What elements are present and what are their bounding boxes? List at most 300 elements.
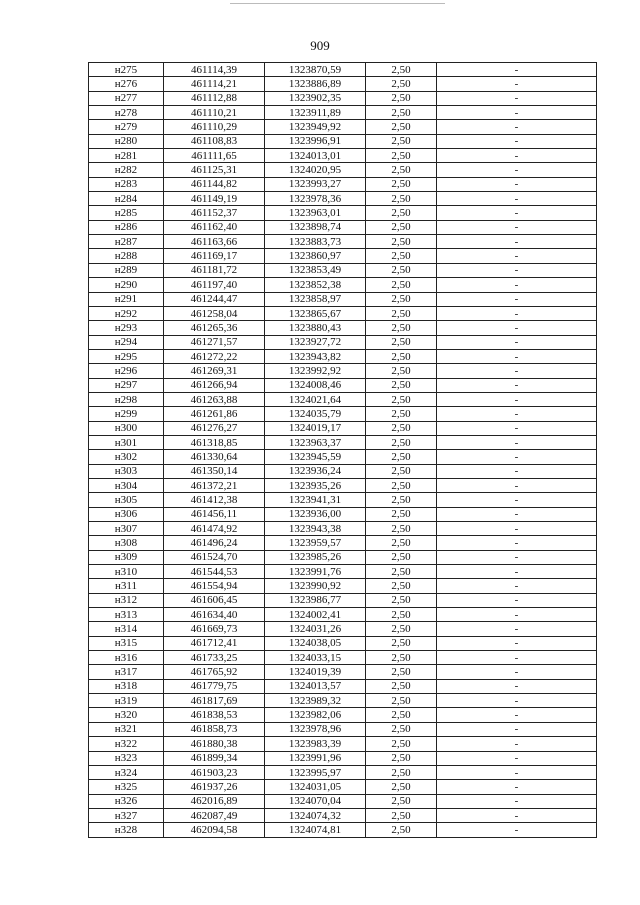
point-id-cell: н328 <box>89 823 164 837</box>
x-coordinate-cell: 461712,41 <box>164 636 265 650</box>
table-row <box>89 665 597 679</box>
accuracy-cell: 2,50 <box>366 163 437 177</box>
note-cell: - <box>437 177 597 191</box>
note-cell: - <box>437 780 597 794</box>
accuracy-cell: 2,50 <box>366 765 437 779</box>
note-cell: - <box>437 536 597 550</box>
accuracy-cell: 2,50 <box>366 550 437 564</box>
point-id-cell: н307 <box>89 522 164 536</box>
x-coordinate-cell: 461838,53 <box>164 708 265 722</box>
x-coordinate-cell: 461112,88 <box>164 91 265 105</box>
table-row <box>89 407 597 421</box>
note-cell: - <box>437 235 597 249</box>
y-coordinate-cell: 1323902,35 <box>265 91 366 105</box>
point-id-cell: н323 <box>89 751 164 765</box>
table-row <box>89 737 597 751</box>
accuracy-cell: 2,50 <box>366 651 437 665</box>
table-row <box>89 823 597 837</box>
point-id-cell: н311 <box>89 579 164 593</box>
point-id-cell: н313 <box>89 608 164 622</box>
table-row <box>89 63 597 77</box>
point-id-cell: н324 <box>89 765 164 779</box>
accuracy-cell: 2,50 <box>366 808 437 822</box>
note-cell: - <box>437 163 597 177</box>
x-coordinate-cell: 461263,88 <box>164 392 265 406</box>
note-cell: - <box>437 292 597 306</box>
note-cell: - <box>437 249 597 263</box>
point-id-cell: н317 <box>89 665 164 679</box>
point-id-cell: н321 <box>89 722 164 736</box>
x-coordinate-cell: 461606,45 <box>164 593 265 607</box>
point-id-cell: н291 <box>89 292 164 306</box>
note-cell: - <box>437 737 597 751</box>
accuracy-cell: 2,50 <box>366 220 437 234</box>
coordinates-table <box>88 62 597 838</box>
table-row <box>89 106 597 120</box>
x-coordinate-cell: 461114,21 <box>164 77 265 91</box>
point-id-cell: н287 <box>89 235 164 249</box>
x-coordinate-cell: 461261,86 <box>164 407 265 421</box>
point-id-cell: н327 <box>89 808 164 822</box>
point-id-cell: н315 <box>89 636 164 650</box>
x-coordinate-cell: 461244,47 <box>164 292 265 306</box>
table-row <box>89 751 597 765</box>
accuracy-cell: 2,50 <box>366 335 437 349</box>
y-coordinate-cell: 1323870,59 <box>265 63 366 77</box>
accuracy-cell: 2,50 <box>366 407 437 421</box>
table-row <box>89 794 597 808</box>
page-number: 909 <box>310 38 330 53</box>
table-row <box>89 507 597 521</box>
point-id-cell: н292 <box>89 306 164 320</box>
y-coordinate-cell: 1323992,92 <box>265 364 366 378</box>
table-row <box>89 134 597 148</box>
point-id-cell: н310 <box>89 565 164 579</box>
x-coordinate-cell: 461276,27 <box>164 421 265 435</box>
accuracy-cell: 2,50 <box>366 192 437 206</box>
accuracy-cell: 2,50 <box>366 249 437 263</box>
accuracy-cell: 2,50 <box>366 751 437 765</box>
x-coordinate-cell: 461181,72 <box>164 263 265 277</box>
x-coordinate-cell: 461350,14 <box>164 464 265 478</box>
table-row <box>89 522 597 536</box>
note-cell: - <box>437 306 597 320</box>
table-row <box>89 536 597 550</box>
point-id-cell: н322 <box>89 737 164 751</box>
x-coordinate-cell: 461108,83 <box>164 134 265 148</box>
x-coordinate-cell: 461272,22 <box>164 349 265 363</box>
top-scan-rule <box>230 3 445 4</box>
y-coordinate-cell: 1323978,36 <box>265 192 366 206</box>
note-cell: - <box>437 364 597 378</box>
note-cell: - <box>437 263 597 277</box>
point-id-cell: н298 <box>89 392 164 406</box>
table-row <box>89 780 597 794</box>
table-row <box>89 306 597 320</box>
x-coordinate-cell: 461197,40 <box>164 278 265 292</box>
x-coordinate-cell: 461163,66 <box>164 235 265 249</box>
x-coordinate-cell: 461474,92 <box>164 522 265 536</box>
accuracy-cell: 2,50 <box>366 435 437 449</box>
y-coordinate-cell: 1323985,26 <box>265 550 366 564</box>
x-coordinate-cell: 461330,64 <box>164 450 265 464</box>
note-cell: - <box>437 106 597 120</box>
y-coordinate-cell: 1324038,05 <box>265 636 366 650</box>
note-cell: - <box>437 794 597 808</box>
table-row <box>89 579 597 593</box>
y-coordinate-cell: 1323898,74 <box>265 220 366 234</box>
accuracy-cell: 2,50 <box>366 708 437 722</box>
table-row <box>89 636 597 650</box>
point-id-cell: н299 <box>89 407 164 421</box>
x-coordinate-cell: 462016,89 <box>164 794 265 808</box>
note-cell: - <box>437 321 597 335</box>
accuracy-cell: 2,50 <box>366 306 437 320</box>
table-row <box>89 321 597 335</box>
point-id-cell: н275 <box>89 63 164 77</box>
y-coordinate-cell: 1324070,04 <box>265 794 366 808</box>
accuracy-cell: 2,50 <box>366 694 437 708</box>
y-coordinate-cell: 1324013,57 <box>265 679 366 693</box>
x-coordinate-cell: 461733,25 <box>164 651 265 665</box>
accuracy-cell: 2,50 <box>366 464 437 478</box>
table-row <box>89 292 597 306</box>
accuracy-cell: 2,50 <box>366 478 437 492</box>
point-id-cell: н289 <box>89 263 164 277</box>
table-row <box>89 565 597 579</box>
note-cell: - <box>437 722 597 736</box>
point-id-cell: н293 <box>89 321 164 335</box>
point-id-cell: н320 <box>89 708 164 722</box>
table-row <box>89 263 597 277</box>
note-cell: - <box>437 694 597 708</box>
x-coordinate-cell: 461266,94 <box>164 378 265 392</box>
point-id-cell: н285 <box>89 206 164 220</box>
note-cell: - <box>437 335 597 349</box>
x-coordinate-cell: 461880,38 <box>164 737 265 751</box>
note-cell: - <box>437 392 597 406</box>
note-cell: - <box>437 407 597 421</box>
y-coordinate-cell: 1323883,73 <box>265 235 366 249</box>
accuracy-cell: 2,50 <box>366 421 437 435</box>
x-coordinate-cell: 461554,94 <box>164 579 265 593</box>
note-cell: - <box>437 593 597 607</box>
x-coordinate-cell: 461524,70 <box>164 550 265 564</box>
y-coordinate-cell: 1323959,57 <box>265 536 366 550</box>
point-id-cell: н288 <box>89 249 164 263</box>
accuracy-cell: 2,50 <box>366 349 437 363</box>
point-id-cell: н282 <box>89 163 164 177</box>
y-coordinate-cell: 1323936,24 <box>265 464 366 478</box>
accuracy-cell: 2,50 <box>366 593 437 607</box>
point-id-cell: н302 <box>89 450 164 464</box>
point-id-cell: н284 <box>89 192 164 206</box>
accuracy-cell: 2,50 <box>366 77 437 91</box>
note-cell: - <box>437 120 597 134</box>
point-id-cell: н301 <box>89 435 164 449</box>
table-row <box>89 450 597 464</box>
note-cell: - <box>437 651 597 665</box>
note-cell: - <box>437 349 597 363</box>
point-id-cell: н312 <box>89 593 164 607</box>
table-row <box>89 278 597 292</box>
table-row <box>89 435 597 449</box>
note-cell: - <box>437 478 597 492</box>
x-coordinate-cell: 461149,19 <box>164 192 265 206</box>
x-coordinate-cell: 461144,82 <box>164 177 265 191</box>
x-coordinate-cell: 461110,21 <box>164 106 265 120</box>
x-coordinate-cell: 462087,49 <box>164 808 265 822</box>
point-id-cell: н279 <box>89 120 164 134</box>
accuracy-cell: 2,50 <box>366 780 437 794</box>
table-row <box>89 478 597 492</box>
note-cell: - <box>437 550 597 564</box>
accuracy-cell: 2,50 <box>366 636 437 650</box>
accuracy-cell: 2,50 <box>366 91 437 105</box>
note-cell: - <box>437 63 597 77</box>
x-coordinate-cell: 461318,85 <box>164 435 265 449</box>
point-id-cell: н290 <box>89 278 164 292</box>
note-cell: - <box>437 421 597 435</box>
y-coordinate-cell: 1323978,96 <box>265 722 366 736</box>
x-coordinate-cell: 461269,31 <box>164 364 265 378</box>
note-cell: - <box>437 751 597 765</box>
point-id-cell: н314 <box>89 622 164 636</box>
y-coordinate-cell: 1323943,82 <box>265 349 366 363</box>
accuracy-cell: 2,50 <box>366 507 437 521</box>
point-id-cell: н318 <box>89 679 164 693</box>
note-cell: - <box>437 77 597 91</box>
y-coordinate-cell: 1324019,39 <box>265 665 366 679</box>
accuracy-cell: 2,50 <box>366 522 437 536</box>
table-row <box>89 679 597 693</box>
y-coordinate-cell: 1323911,89 <box>265 106 366 120</box>
accuracy-cell: 2,50 <box>366 392 437 406</box>
y-coordinate-cell: 1323963,37 <box>265 435 366 449</box>
point-id-cell: н297 <box>89 378 164 392</box>
note-cell: - <box>437 579 597 593</box>
point-id-cell: н295 <box>89 349 164 363</box>
accuracy-cell: 2,50 <box>366 235 437 249</box>
table-row <box>89 177 597 191</box>
accuracy-cell: 2,50 <box>366 450 437 464</box>
table-row <box>89 206 597 220</box>
x-coordinate-cell: 461271,57 <box>164 335 265 349</box>
table-row <box>89 220 597 234</box>
accuracy-cell: 2,50 <box>366 206 437 220</box>
table-row <box>89 77 597 91</box>
accuracy-cell: 2,50 <box>366 665 437 679</box>
point-id-cell: н276 <box>89 77 164 91</box>
y-coordinate-cell: 1324008,46 <box>265 378 366 392</box>
x-coordinate-cell: 461111,65 <box>164 149 265 163</box>
point-id-cell: н308 <box>89 536 164 550</box>
table-row <box>89 550 597 564</box>
x-coordinate-cell: 461779,75 <box>164 679 265 693</box>
y-coordinate-cell: 1323860,97 <box>265 249 366 263</box>
point-id-cell: н280 <box>89 134 164 148</box>
note-cell: - <box>437 206 597 220</box>
y-coordinate-cell: 1323963,01 <box>265 206 366 220</box>
note-cell: - <box>437 708 597 722</box>
y-coordinate-cell: 1323943,38 <box>265 522 366 536</box>
x-coordinate-cell: 461258,04 <box>164 306 265 320</box>
y-coordinate-cell: 1323949,92 <box>265 120 366 134</box>
point-id-cell: н300 <box>89 421 164 435</box>
y-coordinate-cell: 1324019,17 <box>265 421 366 435</box>
y-coordinate-cell: 1324002,41 <box>265 608 366 622</box>
point-id-cell: н305 <box>89 493 164 507</box>
table-row <box>89 493 597 507</box>
note-cell: - <box>437 665 597 679</box>
x-coordinate-cell: 461372,21 <box>164 478 265 492</box>
y-coordinate-cell: 1323993,27 <box>265 177 366 191</box>
note-cell: - <box>437 450 597 464</box>
table-row <box>89 249 597 263</box>
accuracy-cell: 2,50 <box>366 378 437 392</box>
y-coordinate-cell: 1324020,95 <box>265 163 366 177</box>
table-row <box>89 622 597 636</box>
note-cell: - <box>437 91 597 105</box>
y-coordinate-cell: 1324031,26 <box>265 622 366 636</box>
accuracy-cell: 2,50 <box>366 823 437 837</box>
x-coordinate-cell: 461125,31 <box>164 163 265 177</box>
x-coordinate-cell: 461169,17 <box>164 249 265 263</box>
accuracy-cell: 2,50 <box>366 679 437 693</box>
accuracy-cell: 2,50 <box>366 177 437 191</box>
y-coordinate-cell: 1324031,05 <box>265 780 366 794</box>
accuracy-cell: 2,50 <box>366 794 437 808</box>
x-coordinate-cell: 461412,38 <box>164 493 265 507</box>
x-coordinate-cell: 461765,92 <box>164 665 265 679</box>
note-cell: - <box>437 622 597 636</box>
note-cell: - <box>437 192 597 206</box>
x-coordinate-cell: 461162,40 <box>164 220 265 234</box>
table-row <box>89 91 597 105</box>
accuracy-cell: 2,50 <box>366 278 437 292</box>
x-coordinate-cell: 461152,37 <box>164 206 265 220</box>
accuracy-cell: 2,50 <box>366 134 437 148</box>
note-cell: - <box>437 493 597 507</box>
y-coordinate-cell: 1324074,32 <box>265 808 366 822</box>
table-row <box>89 235 597 249</box>
table-row <box>89 464 597 478</box>
y-coordinate-cell: 1323989,32 <box>265 694 366 708</box>
y-coordinate-cell: 1323852,38 <box>265 278 366 292</box>
y-coordinate-cell: 1323996,91 <box>265 134 366 148</box>
y-coordinate-cell: 1323936,00 <box>265 507 366 521</box>
x-coordinate-cell: 461634,40 <box>164 608 265 622</box>
x-coordinate-cell: 461265,36 <box>164 321 265 335</box>
table-row <box>89 708 597 722</box>
x-coordinate-cell: 461114,39 <box>164 63 265 77</box>
y-coordinate-cell: 1324035,79 <box>265 407 366 421</box>
x-coordinate-cell: 461110,29 <box>164 120 265 134</box>
table-row <box>89 694 597 708</box>
note-cell: - <box>437 149 597 163</box>
point-id-cell: н277 <box>89 91 164 105</box>
accuracy-cell: 2,50 <box>366 364 437 378</box>
point-id-cell: н303 <box>89 464 164 478</box>
x-coordinate-cell: 461817,69 <box>164 694 265 708</box>
y-coordinate-cell: 1323865,67 <box>265 306 366 320</box>
accuracy-cell: 2,50 <box>366 579 437 593</box>
note-cell: - <box>437 464 597 478</box>
x-coordinate-cell: 461456,11 <box>164 507 265 521</box>
note-cell: - <box>437 378 597 392</box>
table-row <box>89 722 597 736</box>
point-id-cell: н316 <box>89 651 164 665</box>
accuracy-cell: 2,50 <box>366 565 437 579</box>
point-id-cell: н281 <box>89 149 164 163</box>
y-coordinate-cell: 1323886,89 <box>265 77 366 91</box>
point-id-cell: н325 <box>89 780 164 794</box>
y-coordinate-cell: 1324021,64 <box>265 392 366 406</box>
note-cell: - <box>437 507 597 521</box>
accuracy-cell: 2,50 <box>366 722 437 736</box>
accuracy-cell: 2,50 <box>366 149 437 163</box>
x-coordinate-cell: 461858,73 <box>164 722 265 736</box>
table-row <box>89 808 597 822</box>
accuracy-cell: 2,50 <box>366 608 437 622</box>
note-cell: - <box>437 808 597 822</box>
x-coordinate-cell: 461937,26 <box>164 780 265 794</box>
accuracy-cell: 2,50 <box>366 493 437 507</box>
table-row <box>89 392 597 406</box>
point-id-cell: н296 <box>89 364 164 378</box>
x-coordinate-cell: 461496,24 <box>164 536 265 550</box>
accuracy-cell: 2,50 <box>366 292 437 306</box>
y-coordinate-cell: 1323853,49 <box>265 263 366 277</box>
table-row <box>89 364 597 378</box>
y-coordinate-cell: 1323880,43 <box>265 321 366 335</box>
point-id-cell: н283 <box>89 177 164 191</box>
table-row <box>89 593 597 607</box>
point-id-cell: н278 <box>89 106 164 120</box>
y-coordinate-cell: 1323991,76 <box>265 565 366 579</box>
y-coordinate-cell: 1323941,31 <box>265 493 366 507</box>
accuracy-cell: 2,50 <box>366 737 437 751</box>
accuracy-cell: 2,50 <box>366 321 437 335</box>
table-row <box>89 378 597 392</box>
table-row <box>89 335 597 349</box>
point-id-cell: н304 <box>89 478 164 492</box>
note-cell: - <box>437 765 597 779</box>
x-coordinate-cell: 462094,58 <box>164 823 265 837</box>
table-row <box>89 349 597 363</box>
x-coordinate-cell: 461669,73 <box>164 622 265 636</box>
note-cell: - <box>437 823 597 837</box>
note-cell: - <box>437 134 597 148</box>
table-row <box>89 421 597 435</box>
accuracy-cell: 2,50 <box>366 63 437 77</box>
point-id-cell: н294 <box>89 335 164 349</box>
y-coordinate-cell: 1323927,72 <box>265 335 366 349</box>
point-id-cell: н306 <box>89 507 164 521</box>
note-cell: - <box>437 220 597 234</box>
note-cell: - <box>437 522 597 536</box>
y-coordinate-cell: 1324013,01 <box>265 149 366 163</box>
point-id-cell: н319 <box>89 694 164 708</box>
note-cell: - <box>437 636 597 650</box>
note-cell: - <box>437 608 597 622</box>
table-row <box>89 163 597 177</box>
y-coordinate-cell: 1323983,39 <box>265 737 366 751</box>
table-row <box>89 120 597 134</box>
point-id-cell: н286 <box>89 220 164 234</box>
note-cell: - <box>437 679 597 693</box>
accuracy-cell: 2,50 <box>366 120 437 134</box>
